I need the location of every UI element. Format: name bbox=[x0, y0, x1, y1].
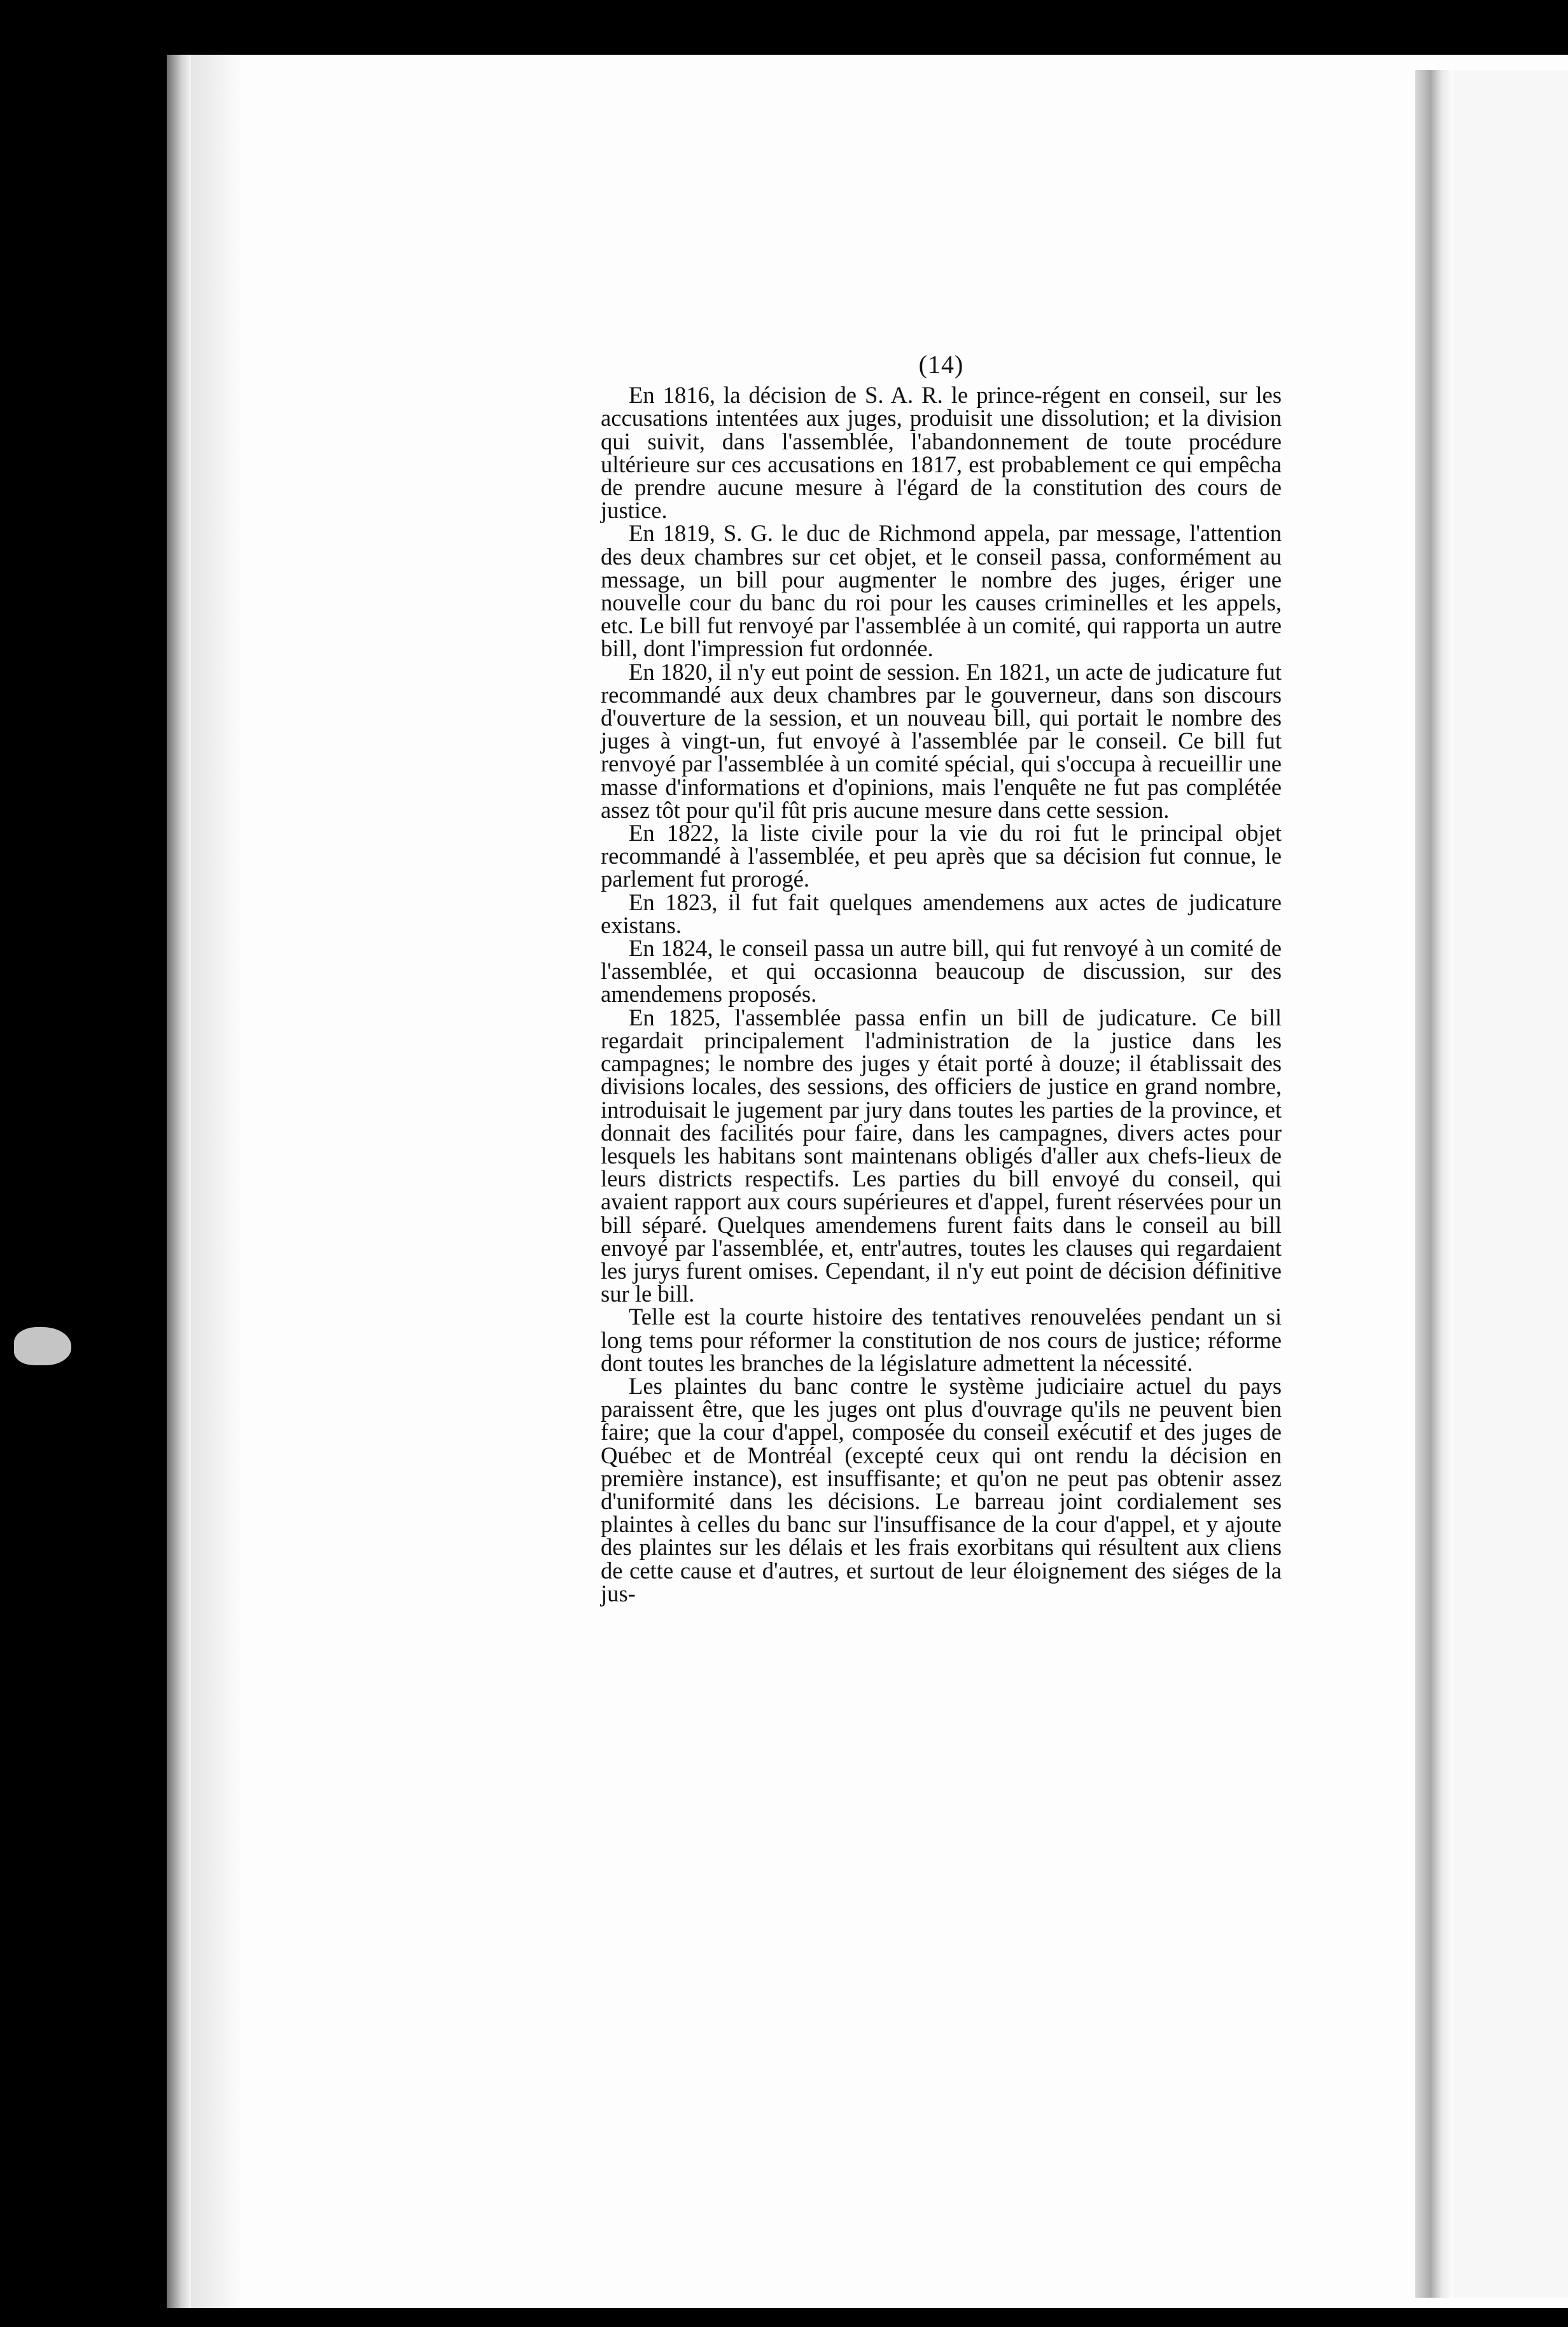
page-binding-edge bbox=[167, 55, 191, 2308]
paragraph: Les plaintes du banc contre le système judiciaire actuel du pays paraissent être, que les juges ont plus d'ouvrage qu'ils ne peuvent bien faire; que la cour d'appel, composée du conseil exécutif et des juges de Québec et de Montréal (excepté ceux qui ont rendu la décision en première instance), est insuffisante; et qu'on ne peut pas obtenir assez d'uniformité dans les décisions. Le barreau joint cordialement ses plaintes à celles du banc sur l'insuffisance de la cour d'appel, et y ajoute des plaintes sur les délais et les frais exorbitans qui résultent aux cliens de cette cause et d'autres, et surtout de leur éloignement des siéges de la jus- bbox=[601, 1372, 1282, 1606]
page-gutter-shadow bbox=[191, 55, 242, 2308]
paragraph: En 1824, le conseil passa un autre bill, qui fut renvoyé à un comité de l'assemblée, et qui occasionna beaucoup de discussion, sur des amendemens proposés. bbox=[601, 935, 1282, 1008]
document-body bbox=[601, 350, 1282, 1606]
adjacent-page-edge bbox=[1453, 70, 1568, 2298]
paragraph: En 1822, la liste civile pour la vie du roi fut le principal objet recommandé à l'assemblée, et peu après que sa décision fut connue, le parlement fut prorogé. bbox=[601, 820, 1282, 892]
scan-artifact bbox=[14, 1327, 71, 1365]
page-number: (14) bbox=[918, 350, 964, 379]
paragraph: En 1825, l'assemblée passa enfin un bill de judicature. Ce bill regardait principalement l'administration de la justice dans les campagnes; le nombre des juges y était porté à douze; il établissait des divisions locales, des sessions, des officiers de justice en grand nombre, introduisait le jugement par jury dans toutes les parties de la province, et donnait des facilités pour faire, dans les campagnes, divers actes pour lesquels les habitans sont maintenans obligés d'aller aux chefs-lieux de leurs districts respectifs. Les parties du bill envoyé du conseil, qui avaient rapport aux cours supérieures et d'appel, furent réservées pour un bill séparé. Quelques amendemens furent faits dans le conseil au bill envoyé par l'assemblée, et, entr'autres, toutes les clauses qui regardaient les jurys furent omises. Cependant, il n'y eut point de décision définitive sur le bill. bbox=[601, 1004, 1282, 1307]
paragraph: En 1820, il n'y eut point de session. En 1821, un acte de judicature fut recommandé aux deux chambres par le gouverneur, dans son discours d'ouverture de la session, et un nouveau bill, qui portait le nombre des juges à vingt-un, fut envoyé à l'assemblée par le conseil. Ce bill fut renvoyé par l'assemblée à un comité spécial, qui s'occupa à recueillir une masse d'informations et d'opinions, mais l'enquête ne fut pas complétée assez tôt pour qu'il fût pris aucune mesure dans cette session. bbox=[601, 658, 1282, 823]
paragraph: En 1819, S. G. le duc de Richmond appela, par message, l'attention des deux chambres sur cet objet, et le conseil passa, conformément au message, un bill pour augmenter le nombre des juges, ériger une nouvelle cour du banc du roi pour les causes criminelles et les appels, etc. Le bill fut renvoyé par l'assemblée à un comité, qui rapporta un autre bill, dont l'impression fut ordonnée. bbox=[601, 520, 1282, 662]
paragraph: En 1816, la décision de S. A. R. le prince-régent en conseil, sur les accusations intentées aux juges, produisit une dissolution; et la division qui suivit, dans l'assemblée, l'abandonnement de toute procédure ultérieure sur ces accusations en 1817, est probablement ce qui empêcha de prendre aucune mesure à l'égard de la constitution des cours de justice. bbox=[601, 382, 1282, 524]
paragraph: En 1823, il fut fait quelques amendemens aux actes de judicature existans. bbox=[601, 889, 1282, 938]
page-fold-edge bbox=[1415, 70, 1453, 2298]
paragraph: Telle est la courte histoire des tentatives renouvelées pendant un si long tems pour réformer la constitution de nos cours de justice; réforme dont toutes les branches de la législature admettent la nécessité. bbox=[601, 1304, 1282, 1376]
